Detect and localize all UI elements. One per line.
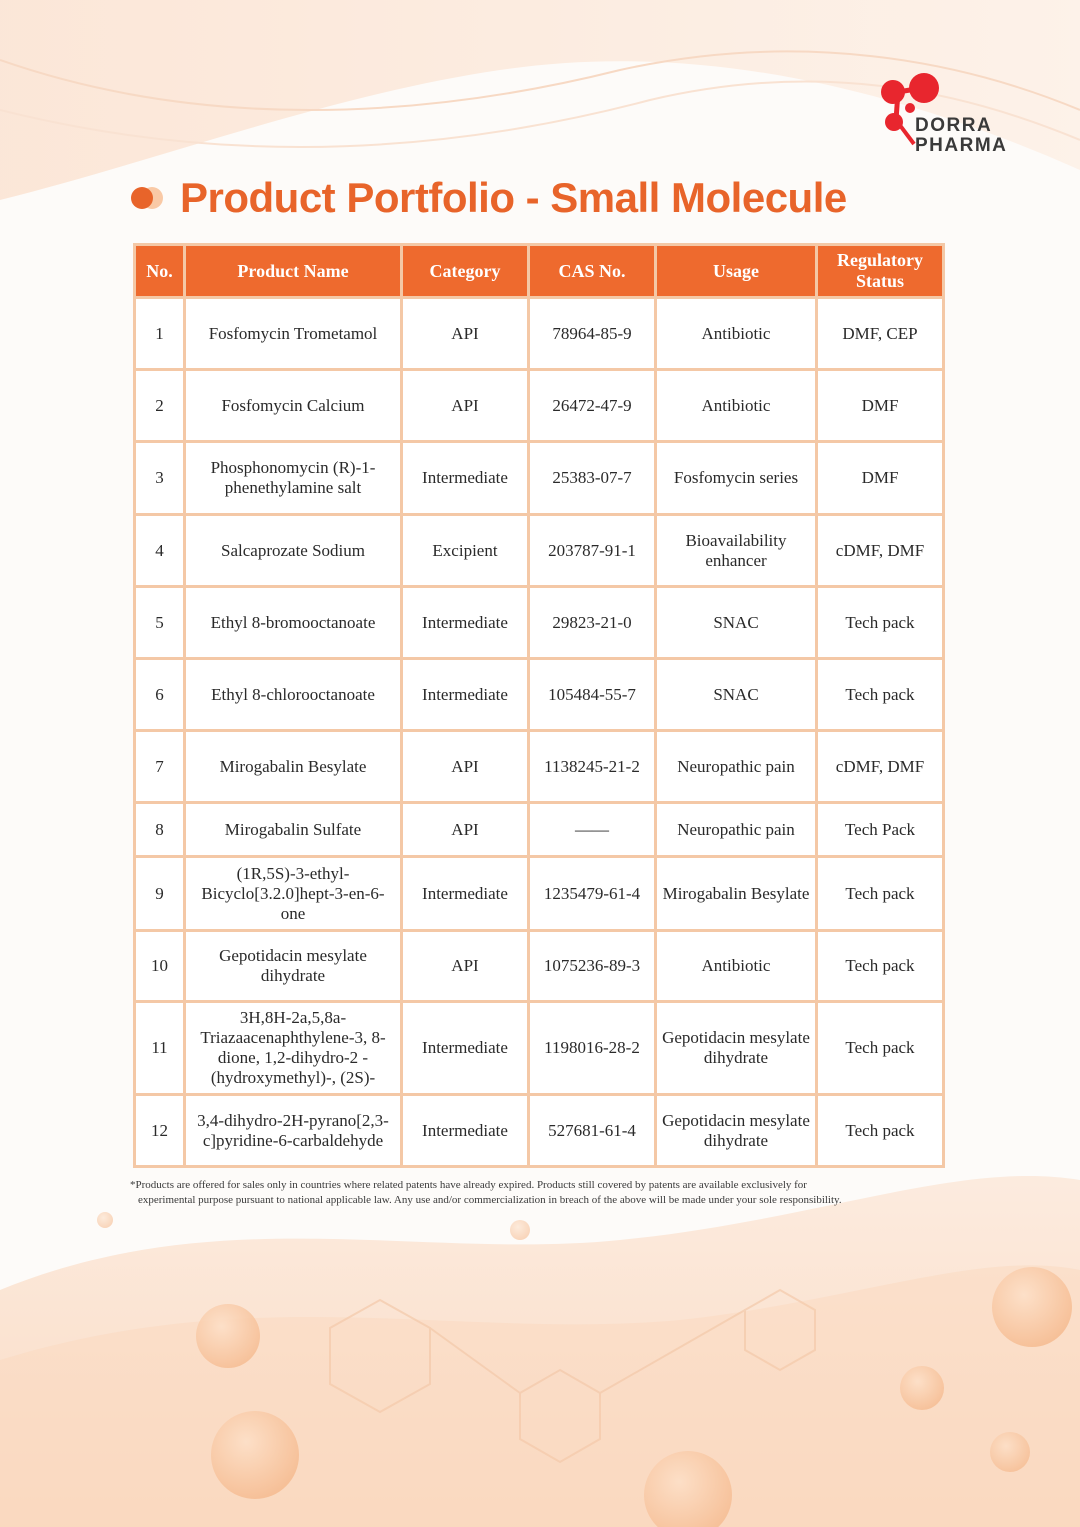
- cell-regulatory-status: Tech pack: [817, 931, 944, 1002]
- cell-no: 10: [135, 931, 185, 1002]
- cell-regulatory-status: Tech pack: [817, 587, 944, 659]
- table-header-row: [135, 245, 944, 298]
- table-row: [135, 1095, 944, 1167]
- cell-regulatory-status: Tech pack: [817, 1095, 944, 1167]
- table-row: [135, 298, 944, 370]
- cell-product-name: Fosfomycin Calcium: [185, 370, 402, 442]
- cell-usage: Neuropathic pain: [656, 731, 817, 803]
- cell-regulatory-status: Tech Pack: [817, 803, 944, 857]
- cell-no: 7: [135, 731, 185, 803]
- cell-product-name: (1R,5S)-3-ethyl-Bicyclo[3.2.0]hept-3-en-6-one: [185, 857, 402, 931]
- cell-cas-no: 1075236-89-3: [529, 931, 656, 1002]
- cell-product-name: Phosphonomycin (R)-1-phenethylamine salt: [185, 442, 402, 515]
- page-title: Product Portfolio - Small Molecule: [180, 174, 847, 221]
- cell-category: Excipient: [402, 515, 529, 587]
- cell-category: API: [402, 731, 529, 803]
- cell-cas-no: 203787-91-1: [529, 515, 656, 587]
- cell-cas-no: 26472-47-9: [529, 370, 656, 442]
- col-header-cas-no: CAS No.: [529, 245, 656, 298]
- cell-cas-no: 78964-85-9: [529, 298, 656, 370]
- cell-product-name: Fosfomycin Trometamol: [185, 298, 402, 370]
- cell-usage: Mirogabalin Besylate: [656, 857, 817, 931]
- cell-category: API: [402, 370, 529, 442]
- table-row: [135, 1002, 944, 1095]
- cell-no: 9: [135, 857, 185, 931]
- col-header-no: No.: [135, 245, 185, 298]
- cell-no: 8: [135, 803, 185, 857]
- cell-usage: Gepotidacin mesylate dihydrate: [656, 1002, 817, 1095]
- cell-cas-no: 29823-21-0: [529, 587, 656, 659]
- cell-cas-no: 527681-61-4: [529, 1095, 656, 1167]
- brand-name: [915, 116, 1007, 156]
- cell-usage: Neuropathic pain: [656, 803, 817, 857]
- cell-category: API: [402, 931, 529, 1002]
- table-row: [135, 931, 944, 1002]
- cell-usage: Antibiotic: [656, 931, 817, 1002]
- cell-usage: Gepotidacin mesylate dihydrate: [656, 1095, 817, 1167]
- product-table: [133, 243, 945, 1168]
- cell-category: Intermediate: [402, 857, 529, 931]
- cell-cas-no: 105484-55-7: [529, 659, 656, 731]
- table-row: [135, 659, 944, 731]
- cell-no: 12: [135, 1095, 185, 1167]
- cell-regulatory-status: Tech pack: [817, 659, 944, 731]
- cell-regulatory-status: Tech pack: [817, 1002, 944, 1095]
- cell-cas-no: 25383-07-7: [529, 442, 656, 515]
- cell-product-name: Salcaprozate Sodium: [185, 515, 402, 587]
- disclaimer-footnote: [130, 1178, 960, 1208]
- cell-usage: Antibiotic: [656, 370, 817, 442]
- cell-category: Intermediate: [402, 1002, 529, 1095]
- cell-cas-no: ——: [529, 803, 656, 857]
- table-row: [135, 857, 944, 931]
- cell-category: API: [402, 803, 529, 857]
- cell-regulatory-status: DMF: [817, 370, 944, 442]
- footnote-line-1: *Products are offered for sales only in countries where related patents have already expired. Products still covered by patents are available exclusively for: [130, 1179, 807, 1191]
- cell-product-name: 3,4-dihydro-2H-pyrano[2,3-c]pyridine-6-carbaldehyde: [185, 1095, 402, 1167]
- cell-usage: Bioavailability enhancer: [656, 515, 817, 587]
- cell-category: Intermediate: [402, 587, 529, 659]
- cell-product-name: Ethyl 8-chlorooctanoate: [185, 659, 402, 731]
- cell-no: 3: [135, 442, 185, 515]
- table-row: [135, 803, 944, 857]
- cell-product-name: Mirogabalin Sulfate: [185, 803, 402, 857]
- brand-line-1: DORRA: [915, 115, 993, 136]
- cell-no: 5: [135, 587, 185, 659]
- cell-usage: Antibiotic: [656, 298, 817, 370]
- cell-product-name: Mirogabalin Besylate: [185, 731, 402, 803]
- cell-cas-no: 1138245-21-2: [529, 731, 656, 803]
- cell-category: Intermediate: [402, 442, 529, 515]
- cell-regulatory-status: cDMF, DMF: [817, 515, 944, 587]
- cell-usage: Fosfomycin series: [656, 442, 817, 515]
- col-header-product-name: Product Name: [185, 245, 402, 298]
- cell-product-name: Ethyl 8-bromooctanoate: [185, 587, 402, 659]
- cell-cas-no: 1235479-61-4: [529, 857, 656, 931]
- table-row: [135, 442, 944, 515]
- cell-no: 2: [135, 370, 185, 442]
- col-header-category: Category: [402, 245, 529, 298]
- cell-no: 11: [135, 1002, 185, 1095]
- cell-usage: SNAC: [656, 587, 817, 659]
- cell-no: 1: [135, 298, 185, 370]
- col-header-regulatory-status: Regulatory Status: [817, 245, 944, 298]
- cell-regulatory-status: DMF: [817, 442, 944, 515]
- table-row: [135, 731, 944, 803]
- cell-no: 4: [135, 515, 185, 587]
- cell-category: API: [402, 298, 529, 370]
- cell-cas-no: 1198016-28-2: [529, 1002, 656, 1095]
- cell-product-name: 3H,8H-2a,5,8a-Triazaacenaphthylene-3, 8-dione, 1,2-dihydro-2 -(hydroxymethyl)-, (2S)-: [185, 1002, 402, 1095]
- table-row: [135, 370, 944, 442]
- table-row: [135, 515, 944, 587]
- brand-line-2: PHARMA: [915, 135, 1008, 156]
- cell-no: 6: [135, 659, 185, 731]
- cell-regulatory-status: cDMF, DMF: [817, 731, 944, 803]
- cell-category: Intermediate: [402, 1095, 529, 1167]
- col-header-usage: Usage: [656, 245, 817, 298]
- cell-usage: SNAC: [656, 659, 817, 731]
- cell-category: Intermediate: [402, 659, 529, 731]
- cell-regulatory-status: DMF, CEP: [817, 298, 944, 370]
- cell-regulatory-status: Tech pack: [817, 857, 944, 931]
- cell-product-name: Gepotidacin mesylate dihydrate: [185, 931, 402, 1002]
- footnote-line-2: experimental purpose pursuant to national applicable law. Any use and/or commercialization in breach of the above will be made under your sole responsibility.: [138, 1194, 842, 1206]
- bullet-icon: [128, 186, 164, 210]
- table-row: [135, 587, 944, 659]
